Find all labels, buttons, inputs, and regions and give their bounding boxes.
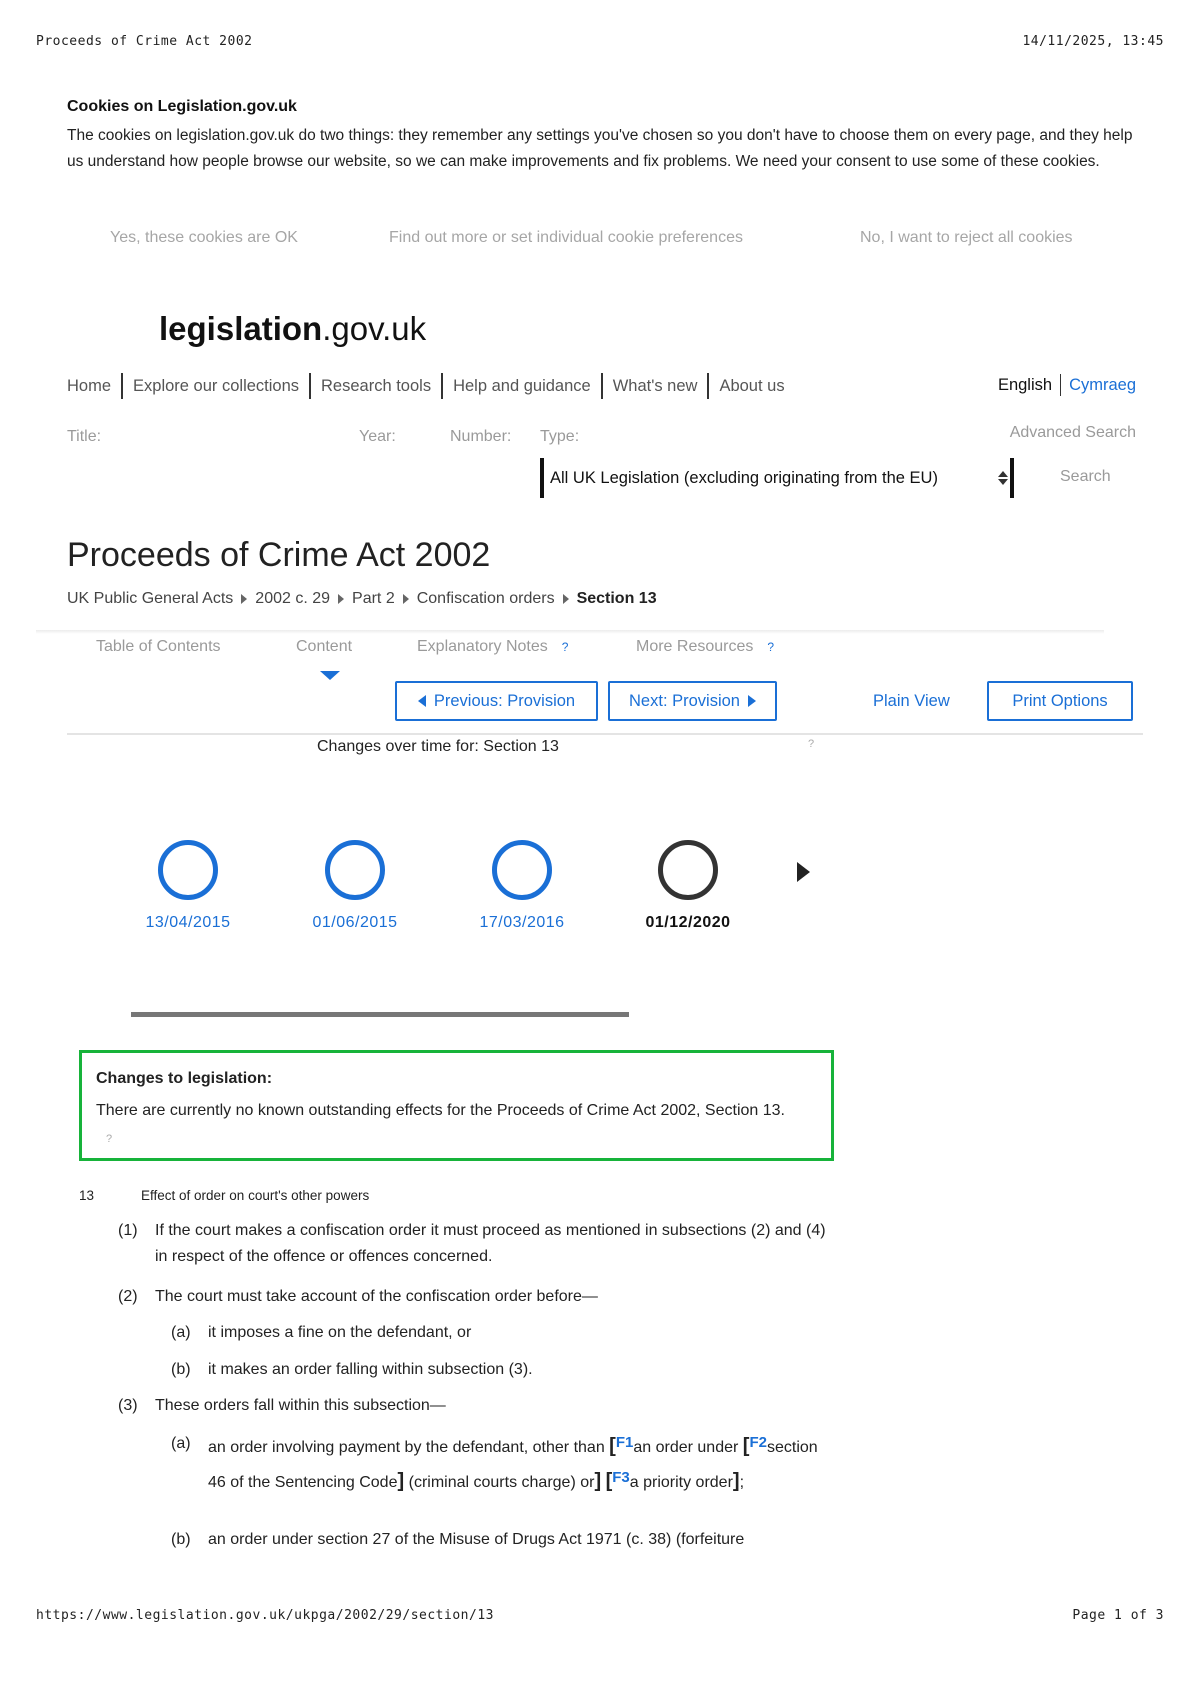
site-logo[interactable]	[159, 310, 426, 348]
search-button[interactable]: Search	[1060, 468, 1111, 485]
amendment-bracket-close: ]	[594, 1470, 602, 1492]
plain-view-link[interactable]: Plain View	[873, 692, 950, 710]
timeline-heading: Changes over time for: Section 13	[317, 738, 559, 755]
paragraph-number: (b)	[171, 1531, 191, 1548]
paragraph-text-fragment: ;	[739, 1474, 745, 1491]
cookie-banner-title: Cookies on Legislation.gov.uk	[67, 98, 297, 115]
breadcrumb-arrow-icon	[241, 594, 247, 604]
nav-divider	[441, 373, 443, 399]
tab-explanatory-notes-label: Explanatory Notes	[417, 638, 548, 655]
tab-table-of-contents[interactable]: Table of Contents	[96, 638, 221, 655]
nav-research-tools[interactable]: Research tools	[321, 376, 432, 395]
print-header-datetime: 14/11/2025, 13:45	[1022, 34, 1164, 49]
language-welsh[interactable]: Cymraeg	[1069, 375, 1136, 394]
logo-domain-text: .gov.uk	[322, 310, 427, 347]
changes-notice-text: There are currently no known outstanding effects for the Proceeds of Crime Act 2002, Section 13.	[96, 1102, 785, 1119]
nav-divider	[309, 373, 311, 399]
subsection-number: (1)	[118, 1222, 138, 1239]
nav-home[interactable]: Home	[67, 376, 112, 395]
tab-bar-divider	[36, 630, 1104, 634]
paragraph-number: (a)	[171, 1324, 191, 1341]
timeline-point-icon[interactable]	[325, 840, 385, 900]
nav-help-guidance[interactable]: Help and guidance	[453, 376, 591, 395]
nav-about-us[interactable]: About us	[719, 376, 785, 395]
arrow-right-icon	[748, 695, 756, 707]
amendment-bracket-open: [	[742, 1435, 750, 1457]
next-provision-label: Next: Provision	[629, 691, 740, 710]
breadcrumb-item[interactable]: 2002 c. 29	[255, 590, 331, 607]
breadcrumb-item[interactable]: UK Public General Acts	[67, 590, 234, 607]
section-number: 13	[79, 1188, 95, 1203]
amendment-bracket-close: ]	[397, 1470, 405, 1492]
help-icon[interactable]: ?	[767, 640, 775, 654]
cookie-preferences-link[interactable]: Find out more or set individual cookie preferences	[389, 229, 743, 246]
breadcrumb-item[interactable]: Confiscation orders	[416, 590, 555, 607]
search-type-label: Type:	[540, 428, 580, 445]
language-switcher	[998, 374, 1136, 396]
nav-explore-collections[interactable]: Explore our collections	[133, 376, 300, 395]
paragraph-text: an order under section 27 of the Misuse of Drugs Act 1971 (c. 38) (forfeiture	[208, 1531, 745, 1548]
nav-divider	[601, 373, 603, 399]
arrow-left-icon	[418, 695, 426, 707]
footnote-link-f3[interactable]: F3	[612, 1469, 630, 1486]
changes-notice	[79, 1050, 834, 1161]
search-year-label: Year:	[359, 428, 396, 445]
toolbar-divider	[67, 733, 1143, 735]
logo-bold-text: legislation	[159, 310, 323, 347]
changes-notice-body	[96, 1097, 796, 1156]
nav-whats-new[interactable]: What's new	[612, 376, 698, 395]
subsection-text: If the court makes a confiscation order it must proceed as mentioned in subsections (2) and (4) in respect of the offence or offences concerned.	[155, 1222, 826, 1265]
language-divider	[1060, 374, 1061, 396]
paragraph-number: (a)	[171, 1435, 191, 1452]
help-icon[interactable]: ?	[808, 738, 815, 750]
paragraph-text-fragment: an order involving payment by the defendant, other than	[208, 1439, 605, 1456]
paragraph-number: (b)	[171, 1361, 191, 1378]
type-select[interactable]	[540, 458, 1018, 498]
timeline-point-icon[interactable]	[158, 840, 218, 900]
subsection-text: These orders fall within this subsection—	[155, 1397, 446, 1414]
tab-explanatory-notes[interactable]	[417, 638, 568, 656]
breadcrumb-arrow-icon	[563, 594, 569, 604]
nav-divider	[121, 373, 123, 399]
changes-notice-title: Changes to legislation:	[96, 1070, 273, 1087]
subsection-text: The court must take account of the confiscation order before—	[155, 1288, 598, 1305]
print-footer-url: https://www.legislation.gov.uk/ukpga/2002/29/section/13	[36, 1608, 494, 1623]
amendment-bracket-open: [	[609, 1435, 616, 1457]
cookie-banner-text: The cookies on legislation.gov.uk do two things: they remember any settings you've chosen so you don't have to choose them on every page, and they help us understand how people browse our website, so we can make improvements and fix problems. We need your consent to use some of these cookies.	[67, 127, 1133, 170]
search-title-label: Title:	[67, 428, 102, 445]
timeline-current-point-icon	[658, 840, 718, 900]
active-tab-indicator-icon	[320, 671, 340, 680]
paragraph-text-fragment: (criminal courts charge) or	[408, 1474, 595, 1491]
timeline-point-icon[interactable]	[492, 840, 552, 900]
page-title: Proceeds of Crime Act 2002	[67, 536, 491, 574]
footnote-link-f1[interactable]: F1	[615, 1434, 634, 1451]
help-icon[interactable]: ?	[561, 640, 569, 654]
paragraph-text: it imposes a fine on the defendant, or	[208, 1324, 472, 1341]
timeline-current-date: 01/12/2020	[645, 914, 731, 931]
reject-cookies-button[interactable]: No, I want to reject all cookies	[860, 229, 1073, 246]
previous-provision-label: Previous: Provision	[433, 691, 576, 710]
help-icon[interactable]: ?	[106, 1133, 113, 1145]
breadcrumb-arrow-icon	[403, 594, 409, 604]
tab-more-resources[interactable]	[636, 638, 774, 656]
breadcrumb-arrow-icon	[338, 594, 344, 604]
breadcrumb	[67, 590, 657, 608]
timeline-scrollbar[interactable]	[131, 1012, 629, 1017]
subsection-number: (3)	[118, 1397, 138, 1414]
subsection-number: (2)	[118, 1288, 138, 1305]
search-title-input[interactable]	[67, 448, 347, 450]
print-options-button[interactable]: Print Options	[987, 681, 1133, 721]
accept-cookies-button[interactable]: Yes, these cookies are OK	[110, 229, 298, 246]
paragraph-text-fragment: a priority order	[629, 1474, 733, 1491]
type-select-value	[540, 458, 1010, 498]
previous-provision-button[interactable]	[395, 681, 598, 721]
timeline-date[interactable]: 17/03/2016	[479, 914, 565, 931]
main-nav	[67, 373, 785, 399]
timeline-next-arrow-icon[interactable]	[797, 862, 810, 882]
tab-more-resources-label: More Resources	[636, 638, 754, 655]
search-number-input[interactable]	[450, 448, 520, 450]
nav-divider	[707, 373, 709, 399]
paragraph-text: it makes an order falling within subsection (3).	[208, 1361, 533, 1378]
amendment-bracket-open: [	[605, 1470, 613, 1492]
section-heading: Effect of order on court's other powers	[141, 1188, 370, 1203]
type-select-text: All UK Legislation (excluding originating from the EU)	[550, 468, 938, 487]
select-arrows-icon	[1000, 458, 1014, 498]
amendment-bracket-close: ]	[732, 1470, 740, 1492]
advanced-search-link[interactable]: Advanced Search	[1009, 424, 1136, 441]
timeline-date[interactable]: 13/04/2015	[145, 914, 231, 931]
search-number-label: Number:	[450, 428, 512, 445]
tab-content[interactable]: Content	[296, 638, 353, 655]
next-provision-button[interactable]	[608, 681, 777, 721]
breadcrumb-current: Section 13	[576, 590, 657, 607]
paragraph-text-fragment: an order under	[633, 1439, 739, 1456]
search-year-input[interactable]	[359, 448, 429, 450]
timeline-date[interactable]: 01/06/2015	[312, 914, 398, 931]
paragraph-text-fragment: section 46 of the Sentencing Code	[208, 1439, 818, 1491]
paragraph-text-with-amendments	[208, 1428, 836, 1498]
breadcrumb-item[interactable]: Part 2	[352, 590, 395, 607]
print-header-title: Proceeds of Crime Act 2002	[36, 34, 253, 49]
language-english[interactable]: English	[997, 375, 1053, 394]
cookie-banner	[67, 98, 1147, 175]
footnote-link-f2[interactable]: F2	[749, 1434, 767, 1451]
print-footer-page: Page 1 of 3	[1072, 1608, 1164, 1623]
